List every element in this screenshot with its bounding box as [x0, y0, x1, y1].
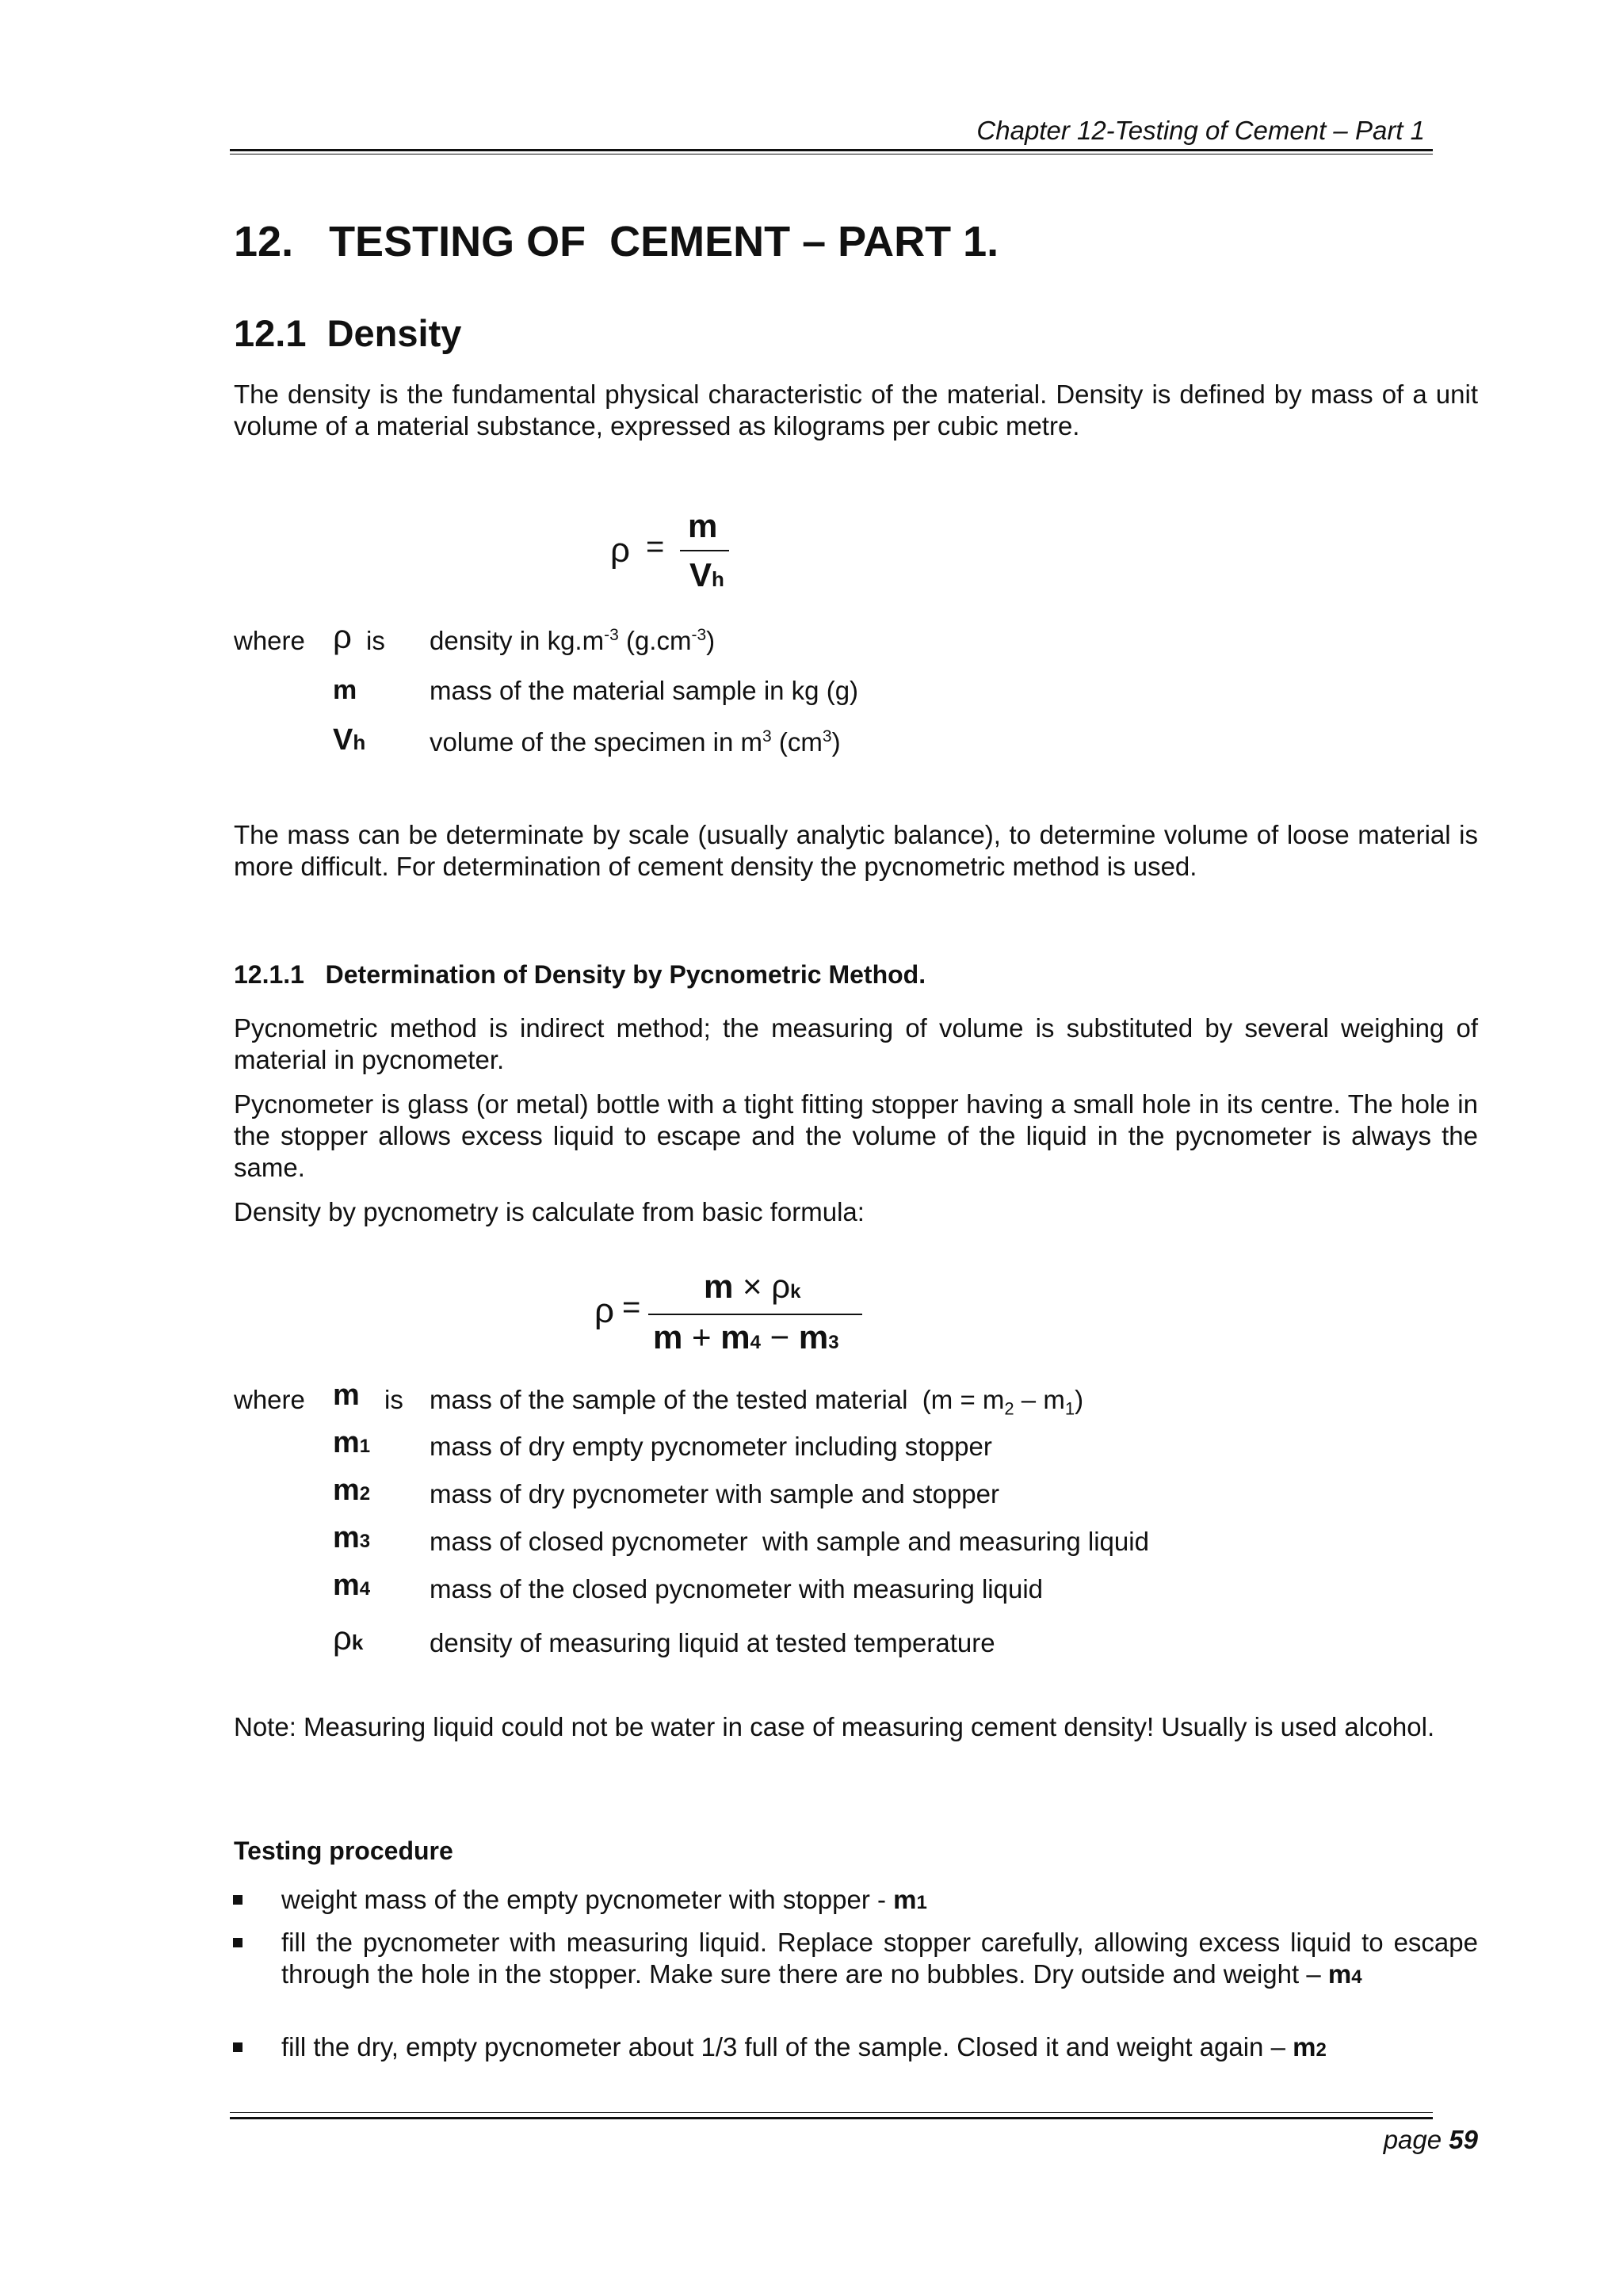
formula1-den-v: V: [689, 556, 712, 593]
legend1-v-desc: [430, 727, 841, 757]
legend2-m3: m: [333, 1521, 360, 1554]
legend2-m2-desc: mass of dry pycnometer with sample and stopper: [430, 1479, 999, 1508]
legend2-m4-symbol: [333, 1569, 370, 1603]
legend1-rho-symbol: ρ: [333, 618, 352, 655]
chapter-title: 12. TESTING OF CEMENT – PART 1.: [234, 218, 999, 265]
step2-sub: 4: [1351, 1966, 1362, 1988]
procedure-step-2: [281, 1927, 1478, 1993]
formula2-num-k: k: [790, 1281, 801, 1302]
step1-sub: 1: [916, 1892, 927, 1913]
formula1-fraction-bar: [680, 550, 729, 551]
step2-symbol: m: [1327, 1959, 1352, 1989]
procedure-step-3: [281, 2031, 1478, 2066]
legend2-m4-desc: mass of the closed pycnometer with measuring liquid: [430, 1574, 1044, 1604]
legend2-m3-sub: 3: [359, 1531, 371, 1552]
formula2-num-m: m: [704, 1268, 734, 1305]
legend1-m-symbol: m: [333, 675, 357, 705]
legend1-v-exp2: 3: [822, 727, 832, 746]
page-number: [0, 2125, 1478, 2155]
mass-paragraph: The mass can be determinate by scale (usually analytic balance), to determine volume of loose material is more difficult. For determination of cement density the pycnometric method is used.: [234, 820, 1478, 881]
formula2-den-four: 4: [750, 1332, 761, 1353]
step3-symbol: m: [1293, 2032, 1316, 2061]
legend2-m1-symbol: [333, 1426, 370, 1460]
step3-sub: 2: [1316, 2039, 1327, 2061]
step2-text: fill the pycnometer with measuring liquid. Replace stopper carefully, allowing excess liquid to escape through the hole in the stopper. Make sure there are no bubbles. Dry outside and weight –: [281, 1928, 1478, 1989]
legend1-where: where: [234, 626, 305, 655]
legend2-m-text2: – m: [1014, 1385, 1065, 1414]
formula2-equals: =: [622, 1290, 641, 1325]
legend1-v-sub: h: [353, 730, 366, 754]
legend2-m-symbol: m: [333, 1379, 360, 1412]
legend2-rk: ρ: [333, 1619, 352, 1657]
subsection-heading: 12.1.1 Determination of Density by Pycnometric Method.: [234, 960, 926, 989]
section-heading: 12.1 Density: [234, 312, 462, 354]
legend1-is: is: [366, 626, 385, 655]
legend1-rho-text2: (g.cm: [618, 626, 692, 655]
legend2-m-desc: [430, 1385, 1083, 1420]
page-number-value: 59: [1449, 2125, 1478, 2154]
page-label: page: [1383, 2125, 1449, 2154]
legend2-m-sub1: 1: [1064, 1398, 1075, 1419]
formula2-den-m: m: [653, 1318, 683, 1356]
pycnometric-paragraph-3: Density by pycnometry is calculate from basic formula:: [234, 1197, 865, 1226]
formula1-den-sub: h: [712, 567, 724, 591]
bullet-marker: [233, 1938, 242, 1947]
formula2-times: ×: [743, 1268, 762, 1305]
note-paragraph: Note: Measuring liquid could not be water in case of measuring cement density! Usually is used alcohol.: [234, 1712, 1435, 1741]
legend1-v-text2: (cm: [771, 727, 823, 757]
step1-symbol: m: [893, 1885, 917, 1914]
pycnometric-paragraph-2: Pycnometer is glass (or metal) bottle with a tight fitting stopper having a small hole in its centre. The hole in the stopper allows excess liquid to escape and the volume of the liquid in the pycnometer is always the same.: [234, 1089, 1478, 1182]
legend2-m4: m: [333, 1569, 360, 1602]
legend2-m3-desc: mass of closed pycnometer with sample and measuring liquid: [430, 1527, 1149, 1556]
legend2-m2: m: [333, 1474, 360, 1507]
formula2-rho: ρ: [594, 1291, 615, 1330]
legend2-m-sub2: 2: [1004, 1398, 1014, 1419]
legend1-rho-desc: [430, 626, 715, 656]
bullet-marker: [233, 2042, 242, 2052]
pycnometric-paragraph-1: Pycnometric method is indirect method; the measuring of volume is substituted by several weighing of material in pycnometer.: [234, 1013, 1478, 1074]
intro-paragraph: The density is the fundamental physical characteristic of the material. Density is defined by mass of a unit volume of a material substance, expressed as kilograms per cubic metre.: [234, 379, 1478, 441]
legend1-v-exp: 3: [762, 727, 772, 746]
formula2-numerator: [704, 1268, 801, 1306]
legend1-v: V: [333, 723, 353, 757]
legend2-m1-desc: mass of dry empty pycnometer including stopper: [430, 1432, 992, 1461]
legend2-m-text: mass of the sample of the tested material (m = m: [430, 1385, 1005, 1414]
formula1-equals: =: [646, 529, 665, 564]
formula2-denominator: [653, 1318, 839, 1356]
bullet-marker: [233, 1895, 242, 1905]
legend2-m1-sub: 1: [359, 1436, 371, 1457]
legend2-m4-sub: 4: [359, 1578, 371, 1600]
running-header: Chapter 12-Testing of Cement – Part 1: [976, 116, 1425, 145]
formula1-numerator: m: [688, 507, 718, 544]
formula2-den-m4: m: [720, 1318, 750, 1356]
legend2-is: is: [384, 1385, 403, 1414]
legend2-m1: m: [333, 1426, 360, 1459]
formula2-fraction-bar: [648, 1314, 862, 1315]
procedure-heading: Testing procedure: [234, 1836, 453, 1865]
legend1-rho-text: density in kg.m: [430, 626, 605, 655]
legend2-m2-sub: 2: [359, 1483, 371, 1505]
formula1-denominator: [689, 556, 724, 594]
legend2-m3-symbol: [333, 1521, 370, 1555]
procedure-step-1: [281, 1884, 1478, 1919]
legend1-v-symbol: [333, 723, 365, 757]
formula2-num-rho: ρ: [771, 1268, 791, 1305]
legend1-m-desc: mass of the material sample in kg (g): [430, 676, 859, 705]
step3-text: fill the dry, empty pycnometer about 1/3 full of the sample. Closed it and weight again –: [281, 2032, 1293, 2061]
legend2-m2-symbol: [333, 1474, 370, 1508]
legend2-where: where: [234, 1385, 305, 1414]
formula2-plus: +: [692, 1318, 712, 1356]
formula1-rho: ρ: [610, 531, 631, 570]
legend1-rho-text3: ): [706, 626, 716, 655]
legend2-rho-k-symbol: [333, 1619, 363, 1657]
legend2-rk-sub: k: [351, 1630, 364, 1654]
footer-rule-thick: [230, 2117, 1433, 2119]
legend1-v-text: volume of the specimen in m: [430, 727, 763, 757]
step1-text: weight mass of the empty pycnometer with stopper -: [281, 1885, 894, 1914]
footer-rule-thin: [230, 2112, 1433, 2113]
formula2-minus: −: [769, 1318, 790, 1356]
legend1-v-text3: ): [831, 727, 841, 757]
header-rule-thick: [230, 149, 1433, 151]
legend2-m-text3: ): [1075, 1385, 1084, 1414]
legend1-rho-exp: -3: [604, 626, 619, 644]
formula2-den-three: 3: [828, 1332, 839, 1353]
formula2-den-m3: m: [798, 1318, 829, 1356]
legend2-rho-k-desc: density of measuring liquid at tested temperature: [430, 1628, 995, 1657]
legend1-rho-exp2: -3: [691, 626, 707, 644]
